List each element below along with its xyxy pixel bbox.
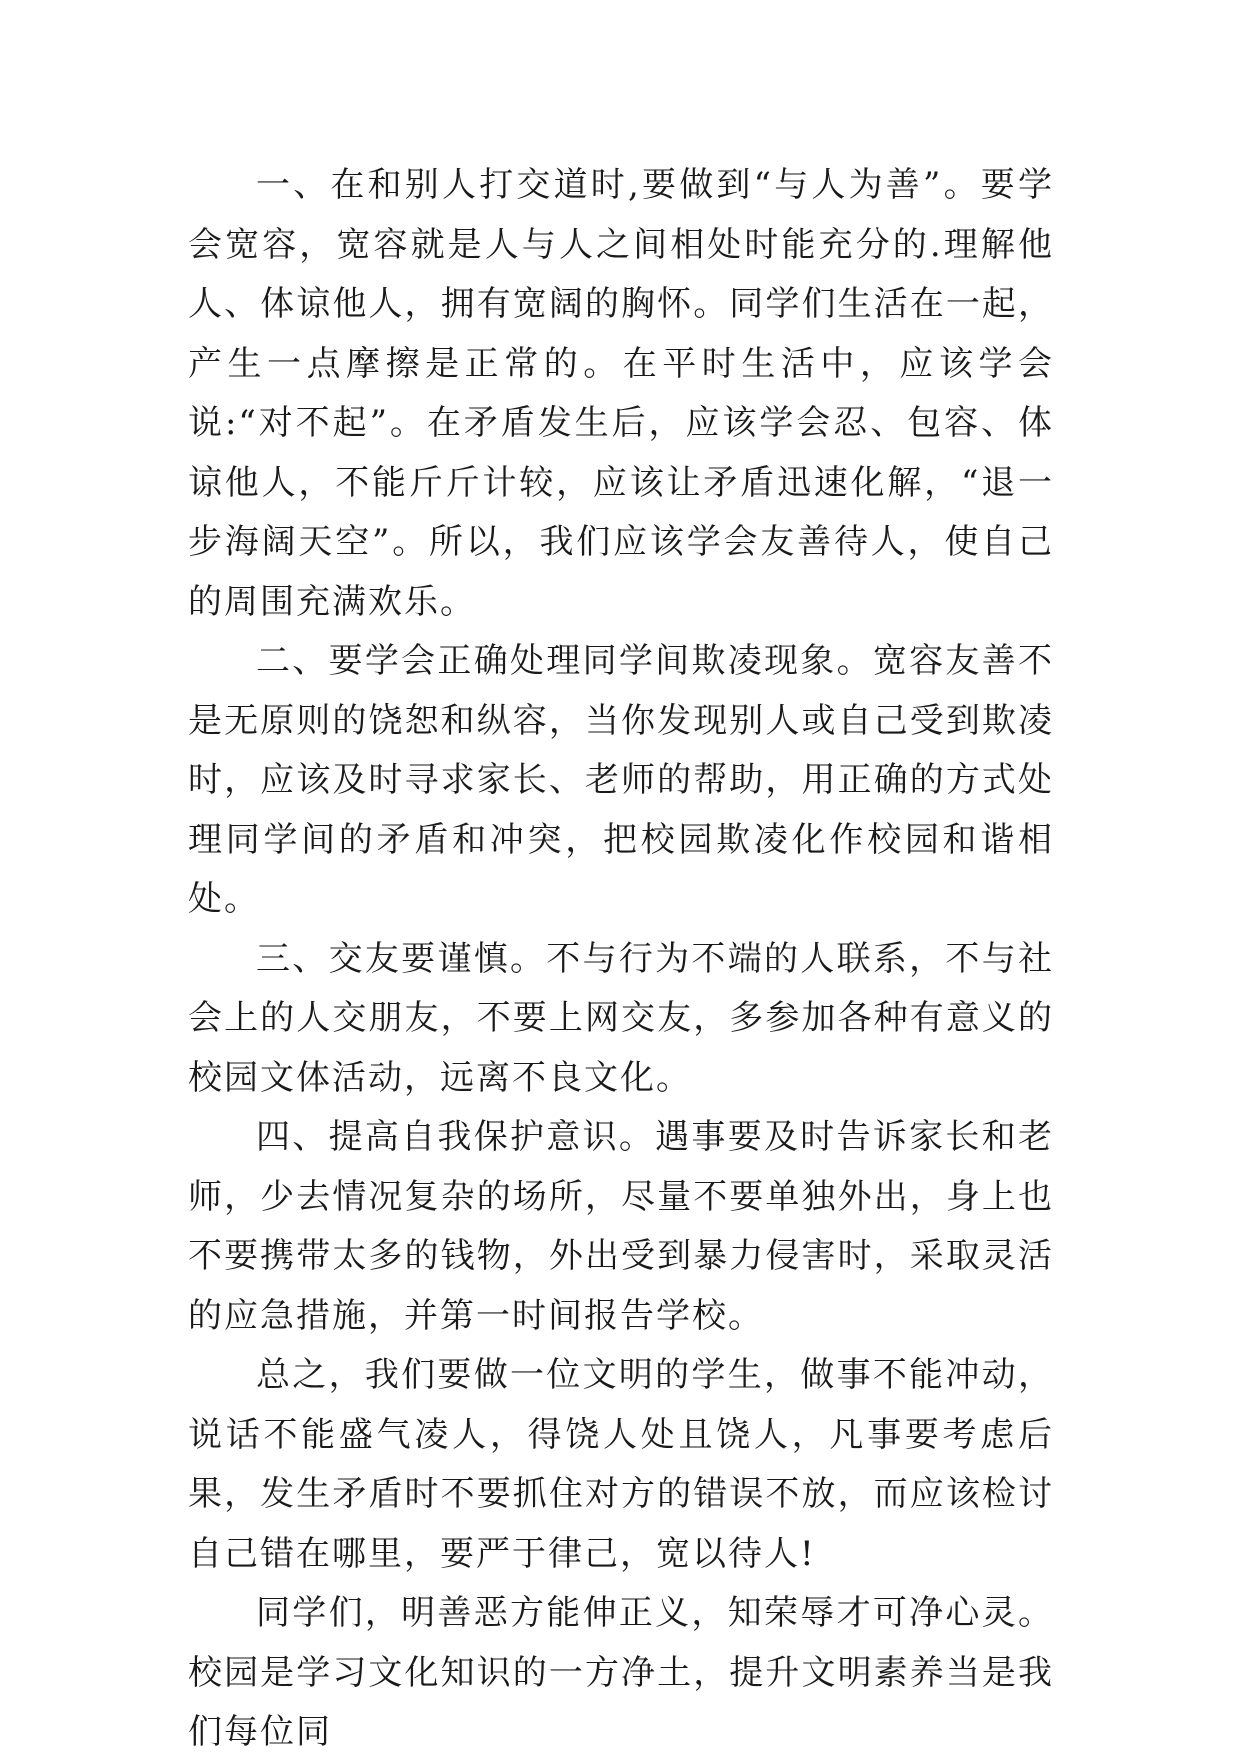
document-body <box>188 156 1054 1763</box>
paragraph-friendliness: 一、在和别人打交道时,要做到“与人为善”。要学会宽容，宽容就是人与人之间相处时能充分的.理解他人、体谅他人，拥有宽阔的胸怀。同学们生活在一起，产生一点摩擦是正常的。在平时生活中，应该学会说:“对不起”。在矛盾发生后，应该学会忍、包容、体谅他人，不能斤斤计较，应该让矛盾迅速化解，“退一步海阔天空”。所以，我们应该学会友善待人，使自己的周围充满欢乐。 <box>188 165 1054 622</box>
paragraph-friendship: 三、交友要谨慎。不与行为不端的人联系，不与社会上的人交朋友，不要上网交友，多参加各种有意义的校园文体活动，远离不良文化。 <box>188 938 1054 1098</box>
paragraph-summary: 总之，我们要做一位文明的学生，做事不能冲动，说话不能盛气凌人，得饶人处且饶人，凡事要考虑后果，发生矛盾时不要抓住对方的错误不放，而应该检讨自己错在哪里，要严于律己，宽以待人! <box>188 1355 1054 1574</box>
paragraph-closing: 同学们，明善恶方能伸正义，知荣辱才可净心灵。校园是学习文化知识的一方净土，提升文明素养当是我们每位同 <box>188 1593 1054 1752</box>
paragraph-self-protection: 四、提高自我保护意识。遇事要及时告诉家长和老师，少去情况复杂的场所，尽量不要单独外出，身上也不要携带太多的钱物，外出受到暴力侵害时，采取灵活的应急措施，并第一时间报告学校。 <box>188 1117 1054 1336</box>
paragraph-bullying: 二、要学会正确处理同学间欺凌现象。宽容友善不是无原则的饶恕和纵容，当你发现别人或自己受到欺凌时，应该及时寻求家长、老师的帮助，用正确的方式处理同学间的矛盾和冲突，把校园欺凌化作校园和谐相处。 <box>188 641 1054 919</box>
